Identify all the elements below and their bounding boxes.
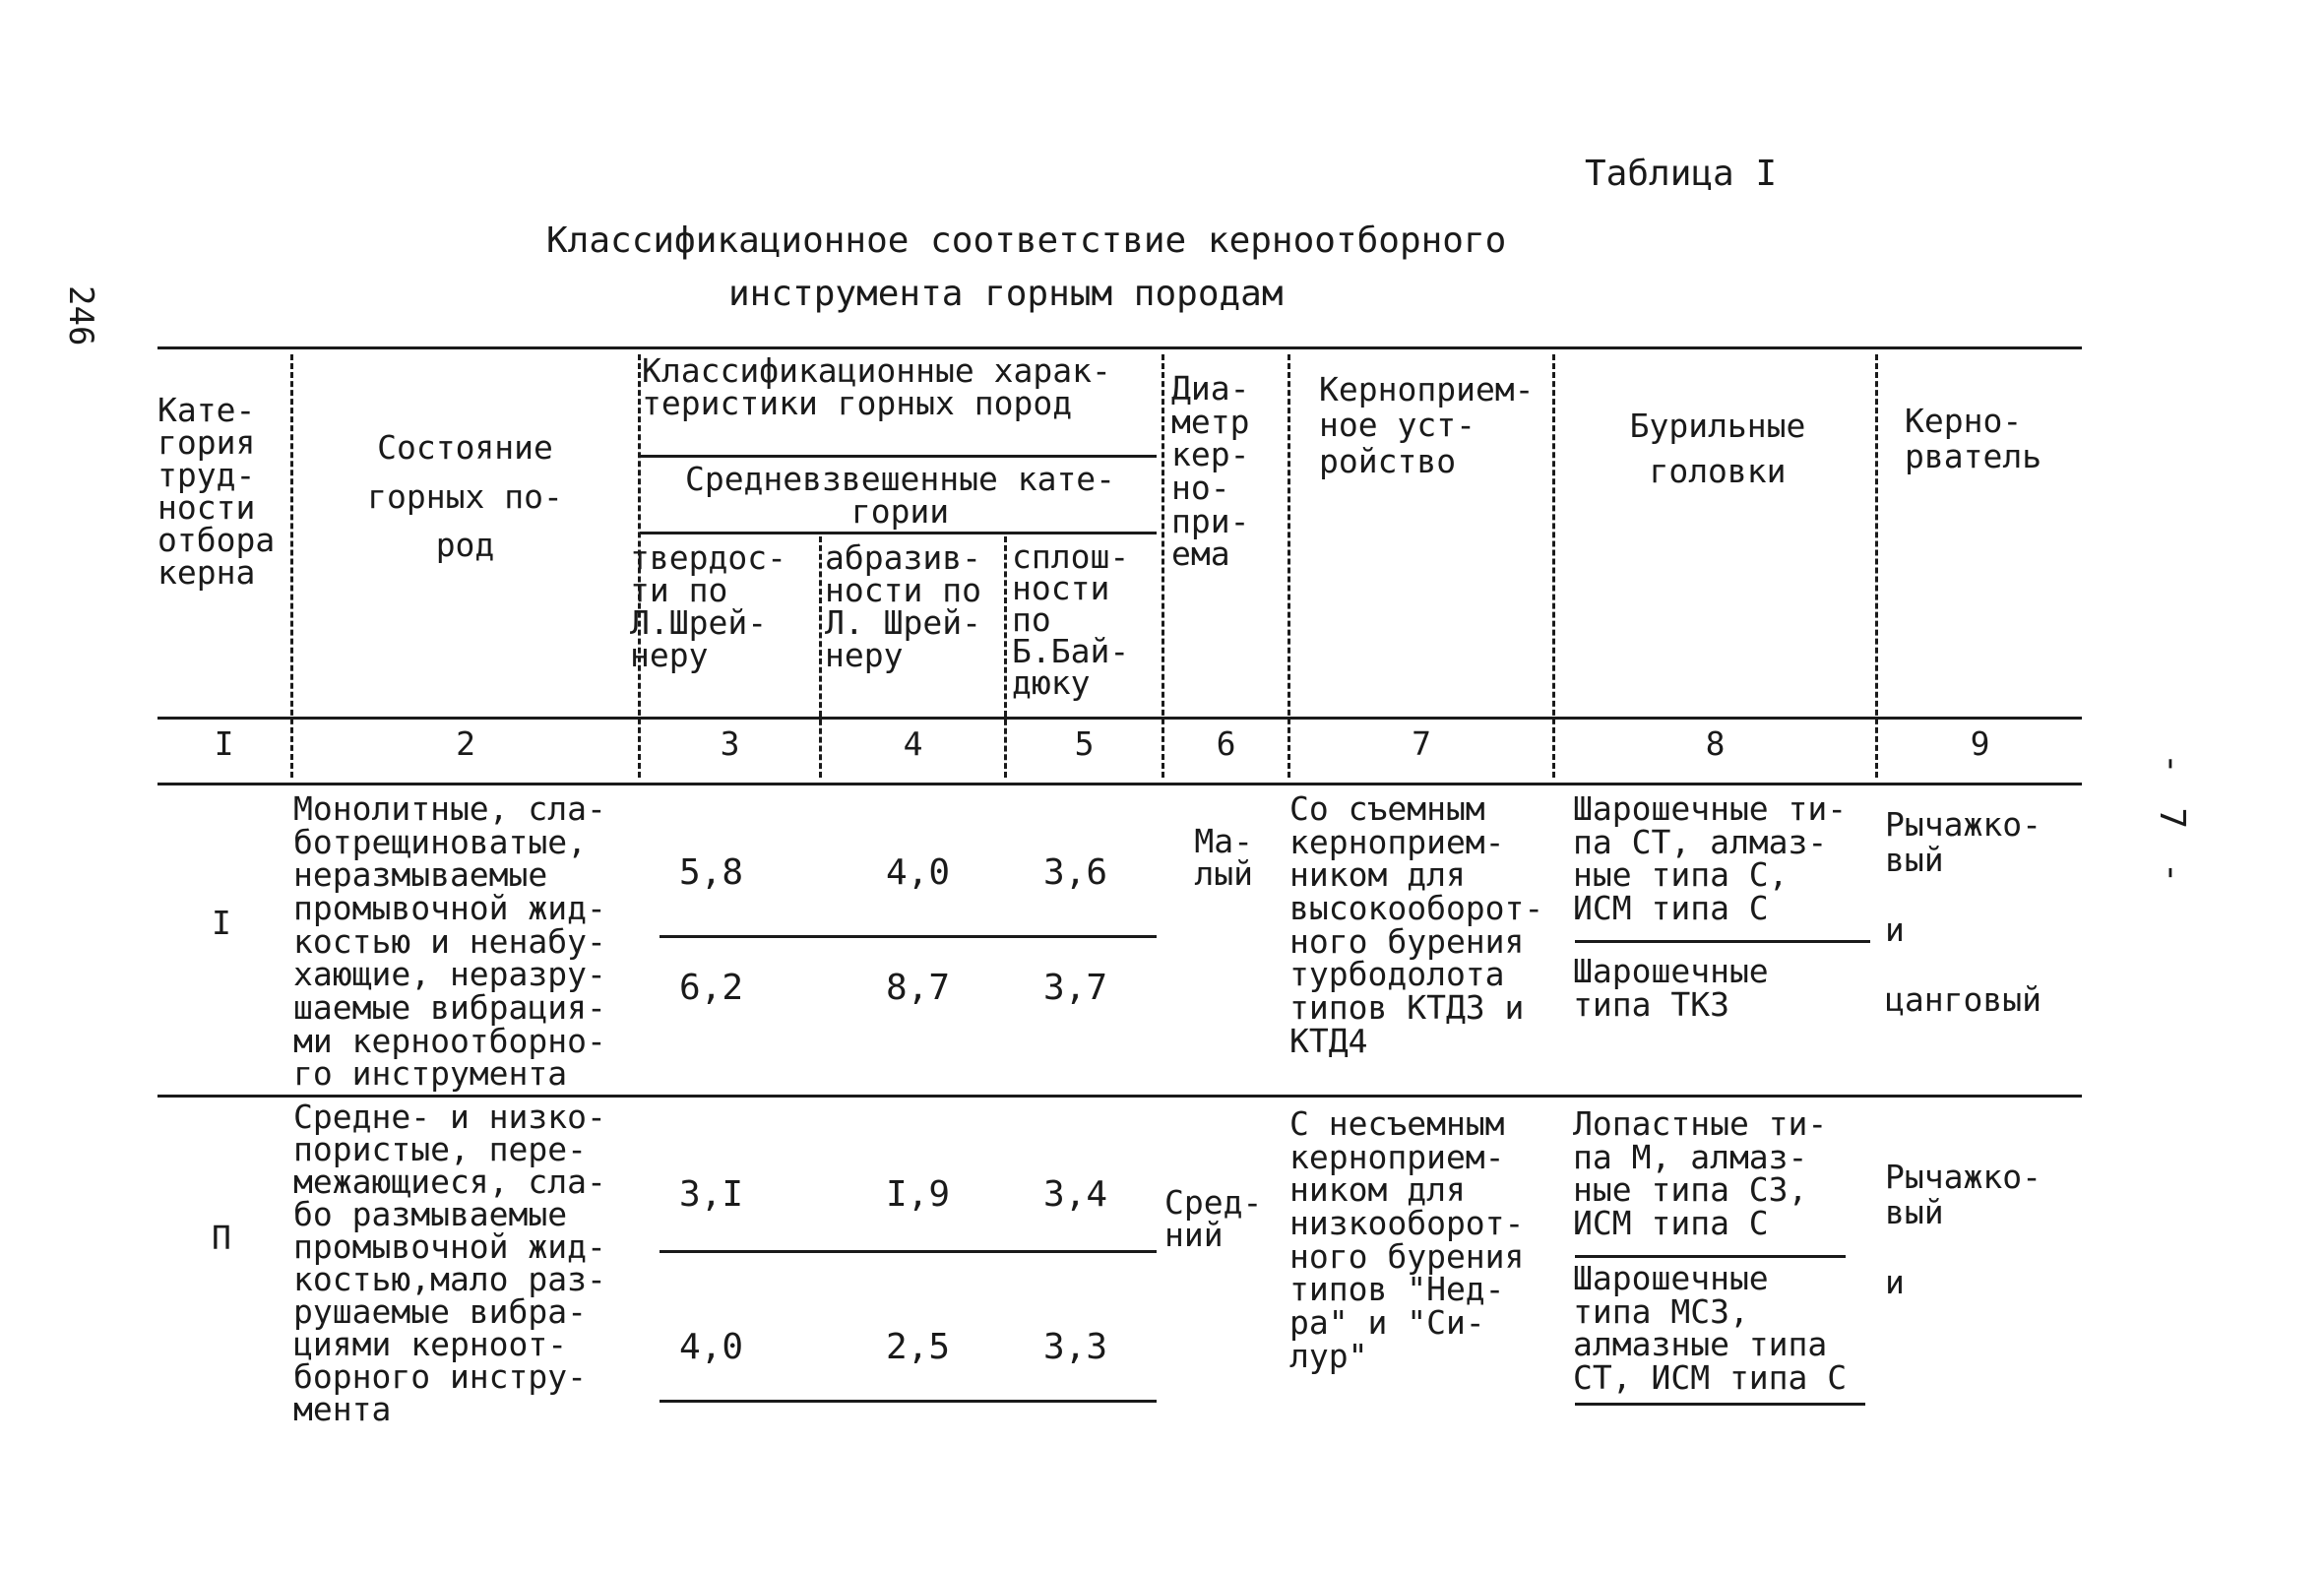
page-marker: - 7 - — [2152, 753, 2192, 890]
row1-drill-heads-1: Шарошечные ти- па СТ, алмаз- ные типа С, ИСМ типа С — [1573, 789, 1848, 927]
table-label: Таблица I — [1585, 154, 1778, 194]
header-drill-heads: Бурильные головки — [1629, 407, 1806, 491]
table-title-line2: инструмента горным породам — [728, 274, 1284, 314]
row2-category: П — [212, 1219, 231, 1257]
header-core-device: Кернoприем- ное уст- ройство — [1319, 370, 1535, 480]
row1-core-device: Со съемным керноприем- ником для высокооборот- ного бурения турбодолота типов КТДЗ и КТД4 — [1289, 789, 1544, 1060]
col-number-7: 7 — [1412, 724, 1431, 763]
row1-solidity-1: 3,6 — [1043, 852, 1108, 893]
row2-core-catcher: Рычажко- вый и — [1885, 1158, 2041, 1301]
col-number-8: 8 — [1705, 724, 1726, 763]
row2-hardness-1: 3,I — [679, 1174, 744, 1215]
row1-hardness-2: 6,2 — [679, 968, 744, 1008]
col-number-6: 6 — [1216, 724, 1236, 763]
row2-solidity-1: 3,4 — [1043, 1174, 1108, 1215]
table-top-rule — [157, 346, 2082, 349]
row2-hardness-2: 4,0 — [679, 1327, 744, 1367]
header-bottom-rule — [157, 717, 2082, 720]
col-number-3: 3 — [720, 724, 740, 763]
header-core-catcher: Керно- рватель — [1905, 402, 2042, 476]
header-weighted-categories: Средневзвешенные кате- гории — [684, 460, 1116, 531]
row2-heads-rule-1 — [1575, 1255, 1846, 1258]
col-number-9: 9 — [1970, 724, 1990, 763]
row2-values-rule-2 — [660, 1400, 1157, 1403]
numbers-bottom-rule — [157, 783, 2082, 785]
row1-rock-state: Монолитные, сла- ботрещиноватые, неразмываемые промывочной жид- костью и ненабу- хающие, неразру- шаемые вибрация- ми керноотборно- го инструмента — [293, 789, 606, 1094]
col-divider-6 — [1288, 354, 1290, 778]
header-abrasiveness: абразив- ности по Л. Шрей- неру — [825, 538, 981, 674]
row2-abrasive-2: 2,5 — [886, 1327, 951, 1367]
row1-heads-rule — [1575, 940, 1870, 943]
header-category: Кате- гория труд- ности отбора керна — [157, 391, 276, 592]
row1-abrasive-1: 4,0 — [886, 852, 951, 893]
row1-drill-heads-2: Шарошечные типа ТКЗ — [1573, 952, 1769, 1024]
group-header-rule — [640, 455, 1157, 458]
col-number-5: 5 — [1074, 724, 1095, 763]
col-number-1: I — [214, 724, 234, 763]
row1-abrasive-2: 8,7 — [886, 968, 951, 1008]
row2-values-rule-1 — [660, 1250, 1157, 1253]
header-core-diameter: Диа- метр кер- но- при- ема — [1171, 369, 1250, 574]
row2-drill-heads-2: Шарошечные типа МСЗ, алмазные типа СТ, ИСМ типа С — [1573, 1259, 1848, 1397]
row1-category: I — [212, 904, 231, 942]
header-hardness: твердос- ти по Л.Шрей- неру — [630, 538, 786, 674]
row1-diameter: Ма- лый — [1194, 822, 1253, 893]
header-solidity: сплош- ности по Б.Бай- дюку — [1012, 537, 1130, 702]
row2-heads-rule-2 — [1575, 1403, 1865, 1406]
col-divider-1 — [290, 354, 293, 778]
row2-drill-heads-1: Лопастные ти- па М, алмаз- ные типа СЗ, ИСМ типа С — [1573, 1104, 1828, 1242]
row2-diameter: Сред- ний — [1164, 1183, 1263, 1254]
row1-core-catcher: Рычажко- вый и цанговый — [1885, 805, 2041, 1020]
row1-hardness-1: 5,8 — [679, 852, 744, 893]
table-title-line1: Классификационное соответствие керноотборного — [546, 220, 1507, 261]
col-divider-5 — [1162, 354, 1164, 778]
col-number-4: 4 — [903, 724, 923, 763]
col-divider-8 — [1875, 354, 1878, 778]
row2-core-device: С несъемным керноприем- ником для низкооборот- ного бурения типов "Нед- ра" и "Си- лур" — [1289, 1104, 1525, 1375]
col-divider-7 — [1552, 354, 1555, 778]
row1-solidity-2: 3,7 — [1043, 968, 1108, 1008]
side-page-number: 246 — [61, 285, 100, 346]
header-rock-state: Состояние горных по- род — [367, 428, 563, 564]
row2-rock-state: Средне- и низко- пористые, пере- межающиеся, сла- бо размываемые промывочной жид- костью,мало раз- рушаемые вибра- циями керноот- борного инстру- мента — [293, 1098, 606, 1428]
header-classification-group: Классификационные харак- теристики горных пород — [642, 351, 1111, 422]
col-number-2: 2 — [456, 724, 475, 763]
row2-solidity-2: 3,3 — [1043, 1327, 1108, 1367]
row2-abrasive-1: I,9 — [886, 1174, 951, 1215]
subgroup-header-rule — [640, 532, 1157, 534]
row1-values-rule — [660, 935, 1157, 938]
